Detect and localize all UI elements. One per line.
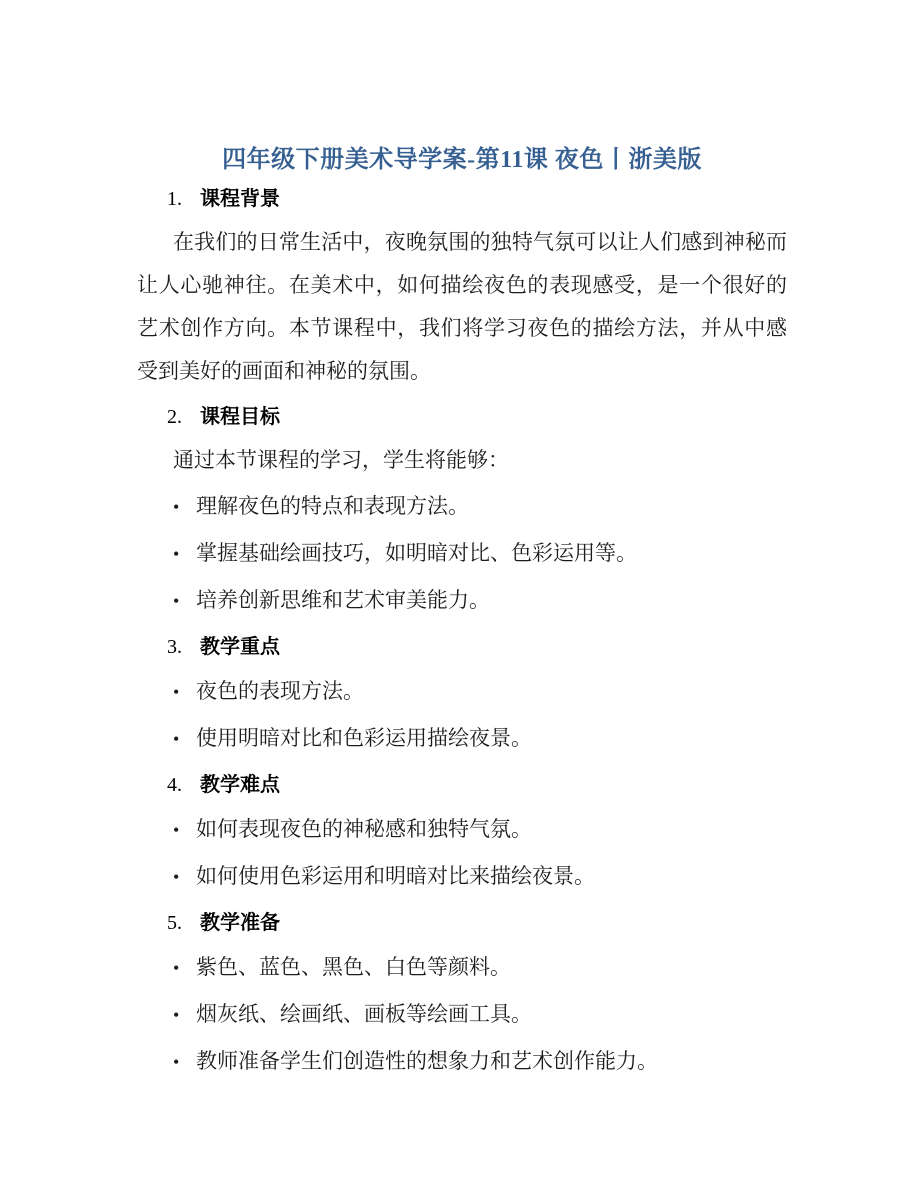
bullet-marker-icon: •	[173, 867, 180, 887]
bullet-marker-icon: •	[173, 958, 180, 978]
bullet-item	[137, 945, 787, 990]
bullet-text: 如何表现夜色的神秘感和独特气氛。	[196, 817, 532, 841]
bullet-marker-icon: •	[173, 591, 180, 611]
bullet-text: 夜色的表现方法。	[196, 679, 364, 703]
section	[137, 909, 787, 1084]
section-number: 2.	[167, 406, 182, 428]
section-heading	[137, 403, 787, 431]
section-number: 5.	[167, 912, 182, 934]
section-heading	[137, 633, 787, 661]
bullet-item	[137, 531, 787, 576]
bullet-text: 教师准备学生们创造性的想象力和艺术创作能力。	[196, 1049, 658, 1073]
bullet-text: 理解夜色的特点和表现方法。	[196, 494, 469, 518]
bullet-item	[137, 716, 787, 761]
document-body	[137, 185, 787, 1084]
bullet-item	[137, 484, 787, 529]
section-heading-text: 教学难点	[200, 774, 280, 796]
bullet-marker-icon: •	[173, 820, 180, 840]
section-heading	[137, 909, 787, 937]
bullet-text: 使用明暗对比和色彩运用描绘夜景。	[196, 726, 532, 750]
section-heading-text: 教学准备	[200, 912, 280, 934]
bullet-text: 如何使用色彩运用和明暗对比来描绘夜景。	[196, 864, 595, 888]
bullet-text: 紫色、蓝色、黑色、白色等颜料。	[196, 955, 511, 979]
bullet-marker-icon: •	[173, 682, 180, 702]
bullet-text: 掌握基础绘画技巧，如明暗对比、色彩运用等。	[196, 541, 637, 565]
body-paragraph: 通过本节课程的学习，学生将能够：	[173, 448, 509, 472]
bullet-text: 培养创新思维和艺术审美能力。	[196, 588, 490, 612]
bullet-text: 烟灰纸、绘画纸、画板等绘画工具。	[196, 1002, 532, 1026]
bullet-item	[137, 992, 787, 1037]
bullet-marker-icon: •	[173, 729, 180, 749]
section	[137, 771, 787, 899]
section	[137, 403, 787, 623]
section-heading	[137, 185, 787, 213]
bullet-item	[137, 807, 787, 852]
section-heading-text: 课程背景	[200, 188, 280, 210]
section-heading	[137, 771, 787, 799]
document-title: 四年级下册美术导学案-第11课 夜色丨浙美版	[222, 147, 702, 173]
section-number: 3.	[167, 636, 182, 658]
section-heading-text: 课程目标	[200, 406, 280, 428]
section	[137, 185, 787, 393]
body-paragraph: 在我们的日常生活中，夜晚氛围的独特气氛可以让人们感到神秘而让人心驰神往。在美术中，如何描绘夜色的表现感受，是一个很好的艺术创作方向。本节课程中，我们将学习夜色的描绘方法，并从中感受到美好的画面和神秘的氛围。	[137, 230, 787, 383]
bullet-item	[137, 669, 787, 714]
bullet-marker-icon: •	[173, 544, 180, 564]
bullet-marker-icon: •	[173, 1052, 180, 1072]
section	[137, 633, 787, 761]
bullet-item	[137, 1039, 787, 1084]
bullet-marker-icon: •	[173, 1005, 180, 1025]
bullet-marker-icon: •	[173, 497, 180, 517]
section-number: 1.	[167, 188, 182, 210]
section-number: 4.	[167, 774, 182, 796]
bullet-item	[137, 578, 787, 623]
bullet-item	[137, 854, 787, 899]
section-heading-text: 教学重点	[200, 636, 280, 658]
